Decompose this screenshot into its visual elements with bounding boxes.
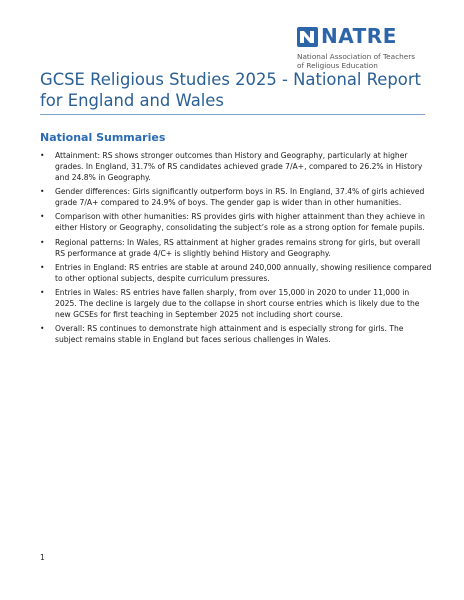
- list-item-text: Regional patterns: In Wales, RS attainment at higher grades remains strong for girls, but overall RS performance at grade 4/C+ is slightly behind History and Geography.: [55, 237, 421, 258]
- list-item-text: Gender differences: Girls significantly outperform boys in RS. In England, 37.4% of girls achieved grade 7/A+ compared to 24.9% of boys. The gender gap is wider than in other humanities.: [55, 187, 425, 208]
- page-title: GCSE Religious Studies 2025 - National Report for England and Wales: [40, 70, 421, 110]
- list-item-text: Attainment: RS shows stronger outcomes than History and Geography, particularly at higher grades. In England, 31.7% of RS candidates achieved grade 7/A+, compared to 26.2% in History and 24.8% in Geography.: [55, 151, 423, 182]
- list-item-text: Overall: RS continues to demonstrate high attainment and is especially strong for girls. The subject remains stable in England but faces serious challenges in Wales.: [55, 324, 404, 345]
- list-item-text: Entries in Wales: RS entries have fallen sharply, from over 15,000 in 2020 to under 11,000 in 2025. The decline is largely due to the collapse in short course entries which is likely due to the new GCSEs for first teaching in September 2025 not including short course.: [55, 287, 420, 319]
- bullet-icon: •: [40, 237, 45, 247]
- logo-subtitle-line2: of Religious Education: [297, 61, 378, 70]
- list-item: [40, 287, 432, 320]
- bullet-icon: •: [40, 212, 45, 222]
- natre-logo-icon: [297, 27, 318, 47]
- bullet-icon: •: [40, 151, 45, 160]
- natre-logo: [297, 26, 417, 70]
- list-item: [40, 237, 432, 259]
- title-divider: [40, 114, 425, 115]
- summary-list: [40, 150, 432, 348]
- list-item: [40, 186, 432, 208]
- bullet-icon: •: [40, 187, 45, 197]
- list-item-text: Entries in England: RS entries are stable at around 240,000 annually, showing resilience compared to other optional subjects, despite curriculum pressures.: [55, 262, 432, 283]
- logo-wordmark: NATRE: [321, 24, 397, 48]
- list-item: [40, 262, 432, 284]
- list-item: [40, 323, 432, 345]
- page-number: 1: [40, 553, 45, 562]
- list-item: [40, 211, 432, 233]
- section-heading: National Summaries: [40, 131, 166, 144]
- bullet-icon: •: [40, 287, 45, 297]
- bullet-icon: •: [40, 324, 45, 334]
- bullet-icon: •: [40, 262, 45, 272]
- list-item: [40, 150, 432, 183]
- logo-subtitle-line1: National Association of Teachers: [297, 52, 416, 61]
- list-item-text: Comparison with other humanities: RS provides girls with higher attainment than they achieve in either History or Geography, consolidating the subject’s role as a strong option for female pupils.: [55, 212, 425, 233]
